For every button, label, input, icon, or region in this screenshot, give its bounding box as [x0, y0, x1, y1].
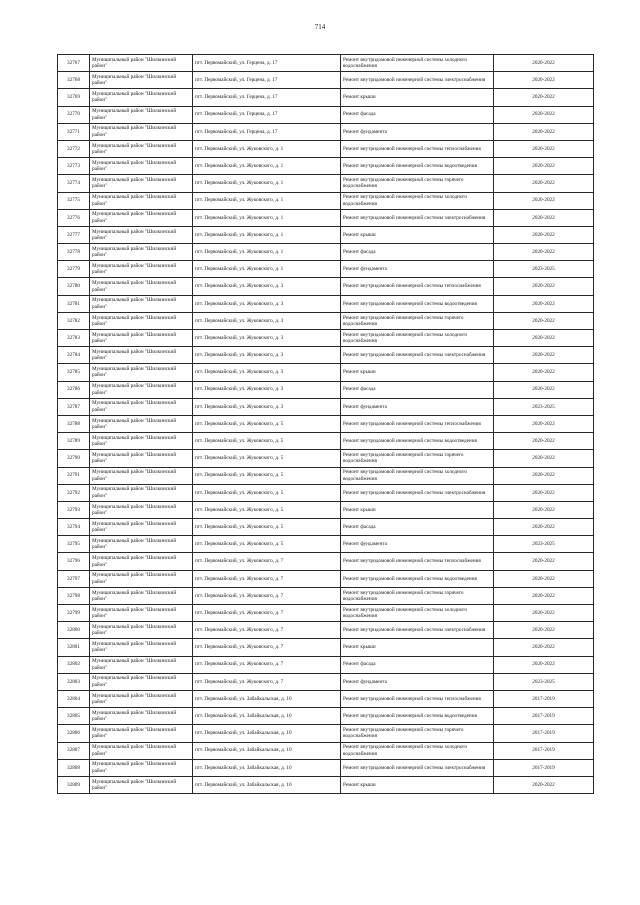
row-number-cell: 32795	[58, 536, 90, 553]
row-number-cell: 32769	[58, 89, 90, 106]
period-cell: 2020-2022	[494, 347, 594, 364]
address-cell: пгт. Первомайский, ул. Герцена, д. 17	[193, 123, 341, 140]
district-cell: Муниципальный район "Шилкинский район"	[90, 106, 193, 123]
work-type-cell: Ремонт внутридомовой инженерной системы холодного водоснабжения	[341, 605, 494, 622]
district-cell: Муниципальный район "Шилкинский район"	[90, 450, 193, 467]
table-row	[58, 72, 594, 89]
period-cell: 2020-2022	[494, 415, 594, 432]
row-number-cell: 32781	[58, 295, 90, 312]
address-cell: пгт. Первомайский, ул. Жуковского, д. 3	[193, 398, 341, 415]
address-cell: пгт. Первомайский, ул. Жуковского, д. 1	[193, 140, 341, 157]
row-number-cell: 32783	[58, 330, 90, 347]
work-type-cell: Ремонт фундамента	[341, 536, 494, 553]
work-type-cell: Ремонт внутридомовой инженерной системы горячего водоснабжения	[341, 587, 494, 604]
district-cell: Муниципальный район "Шилкинский район"	[90, 708, 193, 725]
row-number-cell: 32788	[58, 415, 90, 432]
table-row	[58, 347, 594, 364]
period-cell: 2020-2022	[494, 89, 594, 106]
row-number-cell: 32802	[58, 656, 90, 673]
district-cell: Муниципальный район "Шилкинский район"	[90, 759, 193, 776]
row-number-cell: 32798	[58, 587, 90, 604]
row-number-cell: 32793	[58, 501, 90, 518]
work-type-cell: Ремонт внутридомовой инженерной системы электроснабжения	[341, 347, 494, 364]
work-type-cell: Ремонт внутридомовой инженерной системы холодного водоснабжения	[341, 742, 494, 759]
address-cell: пгт. Первомайский, ул. Забайкальская, д. 10	[193, 776, 341, 793]
address-cell: пгт. Первомайский, ул. Жуковского, д. 7	[193, 605, 341, 622]
table-row	[58, 553, 594, 570]
period-cell: 2020-2022	[494, 72, 594, 89]
table-row	[58, 519, 594, 536]
table-row	[58, 398, 594, 415]
table-row	[58, 140, 594, 157]
district-cell: Муниципальный район "Шилкинский район"	[90, 209, 193, 226]
period-cell: 2020-2022	[494, 123, 594, 140]
row-number-cell: 32803	[58, 673, 90, 690]
period-cell: 2020-2022	[494, 175, 594, 192]
district-cell: Муниципальный район "Шилкинский район"	[90, 776, 193, 793]
district-cell: Муниципальный район "Шилкинский район"	[90, 622, 193, 639]
period-cell: 2020-2022	[494, 450, 594, 467]
row-number-cell: 32800	[58, 622, 90, 639]
work-type-cell: Ремонт внутридомовой инженерной системы холодного водоснабжения	[341, 467, 494, 484]
work-type-cell: Ремонт внутридомовой инженерной системы водоотведения	[341, 708, 494, 725]
address-cell: пгт. Первомайский, ул. Герцена, д. 17	[193, 89, 341, 106]
period-cell: 2020-2022	[494, 192, 594, 209]
row-number-cell: 32775	[58, 192, 90, 209]
period-cell: 2020-2022	[494, 570, 594, 587]
row-number-cell: 32767	[58, 55, 90, 72]
period-cell: 2020-2022	[494, 776, 594, 793]
period-cell: 2020-2022	[494, 278, 594, 295]
address-cell: пгт. Первомайский, ул. Жуковского, д. 7	[193, 639, 341, 656]
period-cell: 2023-2025	[494, 536, 594, 553]
district-cell: Муниципальный район "Шилкинский район"	[90, 536, 193, 553]
work-type-cell: Ремонт внутридомовой инженерной системы водоотведения	[341, 295, 494, 312]
period-cell: 2020-2022	[494, 501, 594, 518]
work-type-cell: Ремонт фундамента	[341, 261, 494, 278]
table-row	[58, 158, 594, 175]
row-number-cell: 32806	[58, 725, 90, 742]
address-cell: пгт. Первомайский, ул. Жуковского, д. 5	[193, 433, 341, 450]
row-number-cell: 32787	[58, 398, 90, 415]
district-cell: Муниципальный район "Шилкинский район"	[90, 742, 193, 759]
period-cell: 2023-2025	[494, 261, 594, 278]
district-cell: Муниципальный район "Шилкинский район"	[90, 570, 193, 587]
work-type-cell: Ремонт внутридомовой инженерной системы горячего водоснабжения	[341, 175, 494, 192]
district-cell: Муниципальный район "Шилкинский район"	[90, 158, 193, 175]
work-type-cell: Ремонт внутридомовой инженерной системы холодного водоснабжения	[341, 330, 494, 347]
address-cell: пгт. Первомайский, ул. Герцена, д. 17	[193, 72, 341, 89]
district-cell: Муниципальный район "Шилкинский район"	[90, 175, 193, 192]
row-number-cell: 32796	[58, 553, 90, 570]
work-type-cell: Ремонт внутридомовой инженерной системы теплоснабжения	[341, 415, 494, 432]
address-cell: пгт. Первомайский, ул. Жуковского, д. 3	[193, 364, 341, 381]
table-row	[58, 587, 594, 604]
period-cell: 2020-2022	[494, 605, 594, 622]
address-cell: пгт. Первомайский, ул. Забайкальская, д. 10	[193, 690, 341, 707]
period-cell: 2020-2022	[494, 519, 594, 536]
period-cell: 2020-2022	[494, 656, 594, 673]
work-type-cell: Ремонт внутридомовой инженерной системы теплоснабжения	[341, 140, 494, 157]
work-type-cell: Ремонт внутридомовой инженерной системы теплоснабжения	[341, 553, 494, 570]
address-cell: пгт. Первомайский, ул. Жуковского, д. 5	[193, 467, 341, 484]
table-row	[58, 639, 594, 656]
period-cell: 2020-2022	[494, 55, 594, 72]
work-type-cell: Ремонт внутридомовой инженерной системы горячего водоснабжения	[341, 312, 494, 329]
district-cell: Муниципальный район "Шилкинский район"	[90, 89, 193, 106]
row-number-cell: 32797	[58, 570, 90, 587]
period-cell: 2023-2025	[494, 398, 594, 415]
district-cell: Муниципальный район "Шилкинский район"	[90, 226, 193, 243]
work-type-cell: Ремонт фасада	[341, 519, 494, 536]
work-type-cell: Ремонт крыши	[341, 776, 494, 793]
period-cell: 2017-2019	[494, 690, 594, 707]
table-row	[58, 55, 594, 72]
table-row	[58, 312, 594, 329]
address-cell: пгт. Первомайский, ул. Забайкальская, д. 10	[193, 725, 341, 742]
work-type-cell: Ремонт внутридомовой инженерной системы электроснабжения	[341, 209, 494, 226]
period-cell: 2023-2025	[494, 673, 594, 690]
period-cell: 2020-2022	[494, 226, 594, 243]
district-cell: Муниципальный район "Шилкинский район"	[90, 587, 193, 604]
table-row	[58, 89, 594, 106]
address-cell: пгт. Первомайский, ул. Жуковского, д. 1	[193, 226, 341, 243]
district-cell: Муниципальный район "Шилкинский район"	[90, 415, 193, 432]
district-cell: Муниципальный район "Шилкинский район"	[90, 725, 193, 742]
period-cell: 2020-2022	[494, 639, 594, 656]
district-cell: Муниципальный район "Шилкинский район"	[90, 261, 193, 278]
row-number-cell: 32790	[58, 450, 90, 467]
row-number-cell: 32770	[58, 106, 90, 123]
address-cell: пгт. Первомайский, ул. Жуковского, д. 1	[193, 158, 341, 175]
period-cell: 2017-2019	[494, 708, 594, 725]
period-cell: 2020-2022	[494, 622, 594, 639]
address-cell: пгт. Первомайский, ул. Жуковского, д. 5	[193, 536, 341, 553]
period-cell: 2017-2019	[494, 759, 594, 776]
period-cell: 2017-2019	[494, 725, 594, 742]
work-type-cell: Ремонт внутридомовой инженерной системы электроснабжения	[341, 759, 494, 776]
district-cell: Муниципальный район "Шилкинский район"	[90, 192, 193, 209]
row-number-cell: 32789	[58, 433, 90, 450]
table-row	[58, 123, 594, 140]
work-type-cell: Ремонт внутридомовой инженерной системы водоотведения	[341, 433, 494, 450]
table-row	[58, 278, 594, 295]
row-number-cell: 32773	[58, 158, 90, 175]
table-row	[58, 759, 594, 776]
work-type-cell: Ремонт внутридомовой инженерной системы горячего водоснабжения	[341, 725, 494, 742]
work-type-cell: Ремонт крыши	[341, 364, 494, 381]
address-cell: пгт. Первомайский, ул. Жуковского, д. 7	[193, 570, 341, 587]
row-number-cell: 32774	[58, 175, 90, 192]
work-type-cell: Ремонт фасада	[341, 244, 494, 261]
work-type-cell: Ремонт внутридомовой инженерной системы водоотведения	[341, 570, 494, 587]
work-type-cell: Ремонт фундамента	[341, 398, 494, 415]
address-cell: пгт. Первомайский, ул. Жуковского, д. 5	[193, 415, 341, 432]
table-body	[58, 55, 594, 794]
row-number-cell: 32771	[58, 123, 90, 140]
address-cell: пгт. Первомайский, ул. Жуковского, д. 7	[193, 587, 341, 604]
table-row	[58, 536, 594, 553]
table-row	[58, 656, 594, 673]
table-row	[58, 673, 594, 690]
table-row	[58, 690, 594, 707]
address-cell: пгт. Первомайский, ул. Жуковского, д. 5	[193, 519, 341, 536]
row-number-cell: 32792	[58, 484, 90, 501]
work-type-cell: Ремонт крыши	[341, 226, 494, 243]
district-cell: Муниципальный район "Шилкинский район"	[90, 433, 193, 450]
district-cell: Муниципальный район "Шилкинский район"	[90, 244, 193, 261]
table-row	[58, 244, 594, 261]
work-type-cell: Ремонт фундамента	[341, 673, 494, 690]
work-type-cell: Ремонт внутридомовой инженерной системы электроснабжения	[341, 622, 494, 639]
period-cell: 2020-2022	[494, 484, 594, 501]
work-type-cell: Ремонт внутридомовой инженерной системы теплоснабжения	[341, 690, 494, 707]
district-cell: Муниципальный район "Шилкинский район"	[90, 278, 193, 295]
district-cell: Муниципальный район "Шилкинский район"	[90, 673, 193, 690]
row-number-cell: 32805	[58, 708, 90, 725]
table-row	[58, 226, 594, 243]
table-row	[58, 209, 594, 226]
district-cell: Муниципальный район "Шилкинский район"	[90, 605, 193, 622]
period-cell: 2020-2022	[494, 433, 594, 450]
row-number-cell: 32801	[58, 639, 90, 656]
table-row	[58, 501, 594, 518]
table-row	[58, 192, 594, 209]
table-row	[58, 295, 594, 312]
district-cell: Муниципальный район "Шилкинский район"	[90, 364, 193, 381]
address-cell: пгт. Первомайский, ул. Жуковского, д. 3	[193, 347, 341, 364]
work-type-cell: Ремонт фасада	[341, 381, 494, 398]
district-cell: Муниципальный район "Шилкинский район"	[90, 501, 193, 518]
district-cell: Муниципальный район "Шилкинский район"	[90, 312, 193, 329]
row-number-cell: 32782	[58, 312, 90, 329]
address-cell: пгт. Первомайский, ул. Жуковского, д. 1	[193, 192, 341, 209]
work-type-cell: Ремонт фасада	[341, 656, 494, 673]
district-cell: Муниципальный район "Шилкинский район"	[90, 467, 193, 484]
work-type-cell: Ремонт внутридомовой инженерной системы электроснабжения	[341, 72, 494, 89]
table-row	[58, 622, 594, 639]
district-cell: Муниципальный район "Шилкинский район"	[90, 484, 193, 501]
table-row	[58, 605, 594, 622]
work-type-cell: Ремонт внутридомовой инженерной системы горячего водоснабжения	[341, 450, 494, 467]
district-cell: Муниципальный район "Шилкинский район"	[90, 330, 193, 347]
period-cell: 2020-2022	[494, 364, 594, 381]
address-cell: пгт. Первомайский, ул. Жуковского, д. 1	[193, 175, 341, 192]
address-cell: пгт. Первомайский, ул. Жуковского, д. 3	[193, 381, 341, 398]
row-number-cell: 32786	[58, 381, 90, 398]
table-row	[58, 708, 594, 725]
district-cell: Муниципальный район "Шилкинский район"	[90, 72, 193, 89]
address-cell: пгт. Первомайский, ул. Жуковского, д. 1	[193, 244, 341, 261]
table-row	[58, 467, 594, 484]
period-cell: 2020-2022	[494, 209, 594, 226]
table-row	[58, 570, 594, 587]
period-cell: 2020-2022	[494, 244, 594, 261]
period-cell: 2020-2022	[494, 140, 594, 157]
district-cell: Муниципальный район "Шилкинский район"	[90, 123, 193, 140]
work-type-cell: Ремонт внутридомовой инженерной системы холодного водоснабжения	[341, 55, 494, 72]
period-cell: 2020-2022	[494, 381, 594, 398]
row-number-cell: 32784	[58, 347, 90, 364]
district-cell: Муниципальный район "Шилкинский район"	[90, 553, 193, 570]
table-row	[58, 261, 594, 278]
address-cell: пгт. Первомайский, ул. Забайкальская, д. 10	[193, 742, 341, 759]
table-row	[58, 742, 594, 759]
row-number-cell: 32772	[58, 140, 90, 157]
table-row	[58, 433, 594, 450]
period-cell: 2020-2022	[494, 106, 594, 123]
row-number-cell: 32809	[58, 776, 90, 793]
row-number-cell: 32785	[58, 364, 90, 381]
district-cell: Муниципальный район "Шилкинский район"	[90, 381, 193, 398]
district-cell: Муниципальный район "Шилкинский район"	[90, 639, 193, 656]
row-number-cell: 32807	[58, 742, 90, 759]
row-number-cell: 32778	[58, 244, 90, 261]
repair-schedule-table	[57, 54, 594, 794]
address-cell: пгт. Первомайский, ул. Забайкальская, д. 10	[193, 759, 341, 776]
district-cell: Муниципальный район "Шилкинский район"	[90, 55, 193, 72]
district-cell: Муниципальный район "Шилкинский район"	[90, 656, 193, 673]
period-cell: 2020-2022	[494, 587, 594, 604]
work-type-cell: Ремонт внутридомовой инженерной системы холодного водоснабжения	[341, 192, 494, 209]
district-cell: Муниципальный район "Шилкинский район"	[90, 140, 193, 157]
table-row	[58, 415, 594, 432]
address-cell: пгт. Первомайский, ул. Жуковского, д. 5	[193, 484, 341, 501]
table-row	[58, 364, 594, 381]
table-row	[58, 450, 594, 467]
district-cell: Муниципальный район "Шилкинский район"	[90, 347, 193, 364]
address-cell: пгт. Первомайский, ул. Забайкальская, д. 10	[193, 708, 341, 725]
work-type-cell: Ремонт крыши	[341, 89, 494, 106]
address-cell: пгт. Первомайский, ул. Жуковского, д. 5	[193, 501, 341, 518]
table-row	[58, 725, 594, 742]
address-cell: пгт. Первомайский, ул. Жуковского, д. 3	[193, 330, 341, 347]
row-number-cell: 32791	[58, 467, 90, 484]
address-cell: пгт. Первомайский, ул. Жуковского, д. 7	[193, 553, 341, 570]
row-number-cell: 32794	[58, 519, 90, 536]
work-type-cell: Ремонт фасада	[341, 106, 494, 123]
work-type-cell: Ремонт внутридомовой инженерной системы теплоснабжения	[341, 278, 494, 295]
row-number-cell: 32799	[58, 605, 90, 622]
district-cell: Муниципальный район "Шилкинский район"	[90, 295, 193, 312]
work-type-cell: Ремонт фундамента	[341, 123, 494, 140]
table-row	[58, 484, 594, 501]
table-row	[58, 381, 594, 398]
period-cell: 2020-2022	[494, 312, 594, 329]
district-cell: Муниципальный район "Шилкинский район"	[90, 690, 193, 707]
work-type-cell: Ремонт крыши	[341, 639, 494, 656]
address-cell: пгт. Первомайский, ул. Герцена, д. 17	[193, 55, 341, 72]
address-cell: пгт. Первомайский, ул. Жуковского, д. 3	[193, 295, 341, 312]
period-cell: 2020-2022	[494, 295, 594, 312]
table-row	[58, 776, 594, 793]
row-number-cell: 32768	[58, 72, 90, 89]
table-row	[58, 106, 594, 123]
row-number-cell: 32808	[58, 759, 90, 776]
row-number-cell: 32776	[58, 209, 90, 226]
work-type-cell: Ремонт внутридомовой инженерной системы водоотведения	[341, 158, 494, 175]
row-number-cell: 32777	[58, 226, 90, 243]
address-cell: пгт. Первомайский, ул. Герцена, д. 17	[193, 106, 341, 123]
row-number-cell: 32779	[58, 261, 90, 278]
work-type-cell: Ремонт крыши	[341, 501, 494, 518]
period-cell: 2020-2022	[494, 158, 594, 175]
address-cell: пгт. Первомайский, ул. Жуковского, д. 3	[193, 312, 341, 329]
period-cell: 2017-2019	[494, 742, 594, 759]
period-cell: 2020-2022	[494, 467, 594, 484]
district-cell: Муниципальный район "Шилкинский район"	[90, 398, 193, 415]
table-row	[58, 330, 594, 347]
table-row	[58, 175, 594, 192]
address-cell: пгт. Первомайский, ул. Жуковского, д. 3	[193, 278, 341, 295]
period-cell: 2020-2022	[494, 553, 594, 570]
district-cell: Муниципальный район "Шилкинский район"	[90, 519, 193, 536]
row-number-cell: 32804	[58, 690, 90, 707]
address-cell: пгт. Первомайский, ул. Жуковского, д. 5	[193, 450, 341, 467]
address-cell: пгт. Первомайский, ул. Жуковского, д. 7	[193, 622, 341, 639]
page-number: 714	[314, 23, 326, 31]
address-cell: пгт. Первомайский, ул. Жуковского, д. 1	[193, 209, 341, 226]
address-cell: пгт. Первомайский, ул. Жуковского, д. 7	[193, 673, 341, 690]
period-cell: 2020-2022	[494, 330, 594, 347]
work-type-cell: Ремонт внутридомовой инженерной системы электроснабжения	[341, 484, 494, 501]
address-cell: пгт. Первомайский, ул. Жуковского, д. 1	[193, 261, 341, 278]
row-number-cell: 32780	[58, 278, 90, 295]
address-cell: пгт. Первомайский, ул. Жуковского, д. 7	[193, 656, 341, 673]
